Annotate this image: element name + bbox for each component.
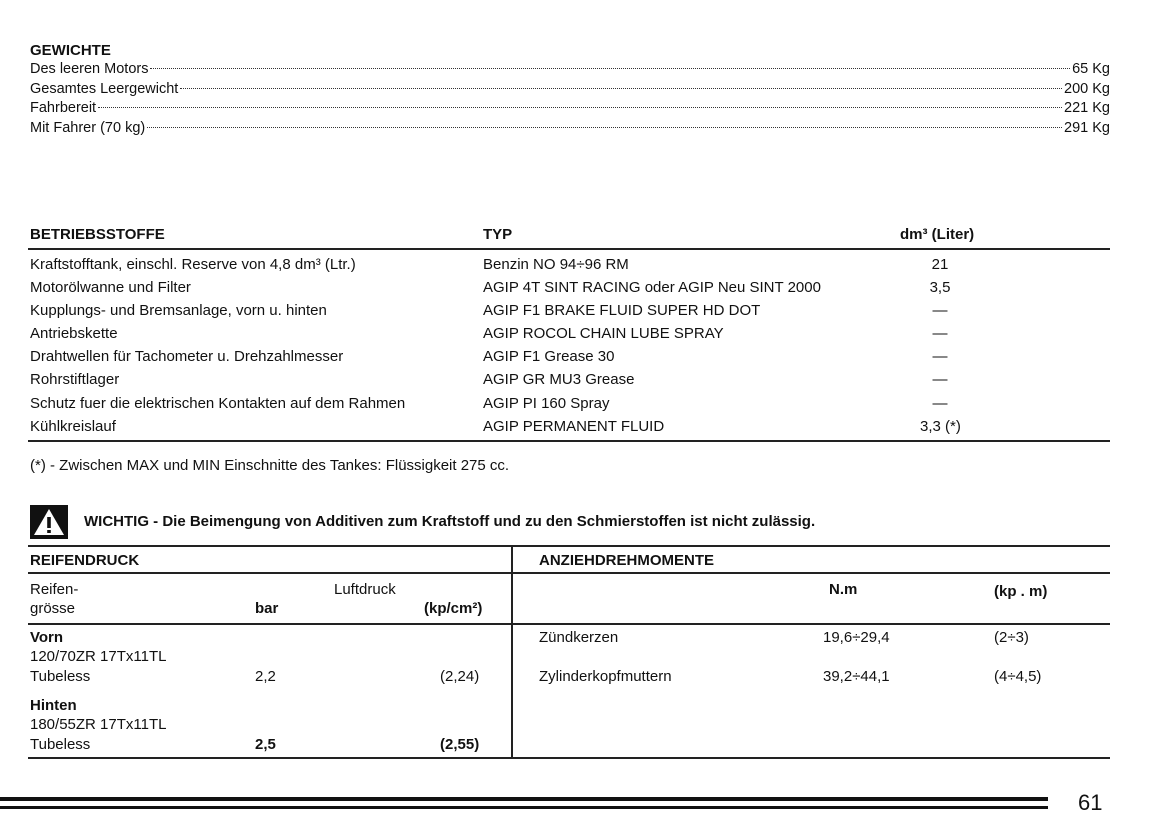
weight-value: 65 Kg bbox=[1072, 61, 1110, 77]
fluids-typ: AGIP PERMANENT FLUID bbox=[483, 418, 665, 435]
fluids-row bbox=[0, 348, 1164, 370]
fluids-row bbox=[0, 395, 1164, 417]
weight-row bbox=[30, 81, 1110, 101]
fluids-typ: AGIP ROCOL CHAIN LUBE SPRAY bbox=[483, 325, 724, 342]
tire-head-size: Reifen- bbox=[30, 581, 79, 598]
fluids-volume: — bbox=[932, 395, 948, 412]
fluids-header-item: BETRIEBSSTOFFE bbox=[30, 226, 165, 243]
weight-value: 221 Kg bbox=[1064, 100, 1110, 116]
dot-leader bbox=[98, 107, 1062, 108]
tire-rear-bar: 2,5 bbox=[255, 736, 276, 753]
section-title-anziehdrehmomente: ANZIEHDREHMOMENTE bbox=[539, 552, 714, 569]
divider bbox=[28, 440, 1110, 442]
weight-value: 291 Kg bbox=[1064, 120, 1110, 136]
tire-head-size: grösse bbox=[30, 600, 76, 617]
fluids-volume: 21 bbox=[931, 256, 949, 273]
warning-triangle-icon bbox=[30, 505, 68, 539]
divider bbox=[28, 248, 1110, 250]
fluids-header-volume: dm³ (Liter) bbox=[900, 226, 975, 243]
tire-rear-kp: (2,55) bbox=[440, 736, 480, 753]
fluids-volume: — bbox=[932, 348, 948, 365]
warning-text: WICHTIG - Die Beimengung von Additiven zum Kraftstoff und zu den Schmierstoffen ist nicht zulässig. bbox=[84, 513, 816, 530]
fluids-header bbox=[0, 226, 1164, 248]
dot-leader bbox=[150, 68, 1070, 69]
tire-front-type: Tubeless bbox=[30, 668, 91, 685]
section-title-gewichte: GEWICHTE bbox=[30, 42, 111, 59]
fluids-item: Kupplungs- und Bremsanlage, vorn u. hinten bbox=[30, 302, 327, 319]
column-divider bbox=[511, 545, 513, 757]
fluids-row bbox=[0, 302, 1164, 324]
dot-leader bbox=[147, 127, 1062, 128]
fluids-header-typ: TYP bbox=[483, 226, 513, 243]
torque-label: Zündkerzen bbox=[539, 629, 619, 646]
weight-label: Fahrbereit bbox=[30, 100, 97, 116]
fluids-typ: AGIP 4T SINT RACING oder AGIP Neu SINT 2000 bbox=[483, 279, 821, 296]
fluids-footnote: (*) - Zwischen MAX und MIN Einschnitte des Tankes: Flüssigkeit 275 cc. bbox=[30, 457, 510, 474]
fluids-typ: Benzin NO 94÷96 RM bbox=[483, 256, 629, 273]
tire-rear-size: 180/55ZR 17Tx11TL bbox=[30, 716, 167, 733]
torque-head-nm: N.m bbox=[829, 581, 858, 598]
fluids-row bbox=[0, 325, 1164, 347]
footer-rule bbox=[0, 797, 1048, 801]
divider bbox=[28, 623, 1110, 625]
torque-kpm: (4÷4,5) bbox=[994, 668, 1042, 685]
fluids-item: Rohrstiftlager bbox=[30, 371, 120, 388]
tire-rear-label: Hinten bbox=[30, 697, 77, 714]
fluids-volume: 3,5 bbox=[929, 279, 951, 296]
divider bbox=[28, 572, 1110, 574]
divider bbox=[28, 545, 1110, 547]
fluids-item: Drahtwellen für Tachometer u. Drehzahlmesser bbox=[30, 348, 344, 365]
fluids-volume: 3,3 (*) bbox=[920, 418, 961, 435]
fluids-typ: AGIP F1 BRAKE FLUID SUPER HD DOT bbox=[483, 302, 761, 319]
fluids-volume: — bbox=[932, 371, 948, 388]
fluids-item: Kraftstofftank, einschl. Reserve von 4,8 dm³ (Ltr.) bbox=[30, 256, 356, 273]
fluids-row bbox=[0, 256, 1164, 278]
weight-row bbox=[30, 100, 1110, 120]
tire-front-size: 120/70ZR 17Tx11TL bbox=[30, 648, 167, 665]
fluids-typ: AGIP F1 Grease 30 bbox=[483, 348, 615, 365]
fluids-row bbox=[0, 418, 1164, 440]
section-title-reifendruck: REIFENDRUCK bbox=[30, 552, 140, 569]
torque-nm: 39,2÷44,1 bbox=[823, 668, 890, 685]
tire-head-kp: (kp/cm²) bbox=[424, 600, 483, 617]
torque-label: Zylinderkopfmuttern bbox=[539, 668, 672, 685]
fluids-typ: AGIP PI 160 Spray bbox=[483, 395, 610, 412]
fluids-volume: — bbox=[932, 325, 948, 342]
dot-leader bbox=[180, 88, 1062, 89]
fluids-typ: AGIP GR MU3 Grease bbox=[483, 371, 635, 388]
fluids-item: Antriebskette bbox=[30, 325, 118, 342]
fluids-item: Schutz fuer die elektrischen Kontakten auf dem Rahmen bbox=[30, 395, 406, 412]
fluids-volume: — bbox=[932, 302, 948, 319]
footer-rule bbox=[0, 806, 1048, 809]
fluids-row bbox=[0, 279, 1164, 301]
torque-nm: 19,6÷29,4 bbox=[823, 629, 890, 646]
weight-row bbox=[30, 61, 1110, 81]
weight-row bbox=[30, 120, 1110, 140]
torque-head-kpm: (kp . m) bbox=[994, 583, 1048, 600]
tire-front-label: Vorn bbox=[30, 629, 64, 646]
tire-rear-type: Tubeless bbox=[30, 736, 91, 753]
weight-label: Mit Fahrer (70 kg) bbox=[30, 120, 146, 136]
weight-label: Des leeren Motors bbox=[30, 61, 149, 77]
fluids-item: Motorölwanne und Filter bbox=[30, 279, 191, 296]
weight-value: 200 Kg bbox=[1064, 81, 1110, 97]
weight-label: Gesamtes Leergewicht bbox=[30, 81, 179, 97]
fluids-item: Kühlkreislauf bbox=[30, 418, 116, 435]
divider bbox=[28, 757, 1110, 759]
fluids-row bbox=[0, 371, 1164, 393]
tire-head-bar: bar bbox=[255, 600, 279, 617]
page-number: 61 bbox=[1078, 790, 1103, 815]
torque-kpm: (2÷3) bbox=[994, 629, 1029, 646]
tire-head-pressure: Luftdruck bbox=[334, 581, 396, 598]
tire-front-kp: (2,24) bbox=[440, 668, 480, 685]
tire-front-bar: 2,2 bbox=[255, 668, 276, 685]
